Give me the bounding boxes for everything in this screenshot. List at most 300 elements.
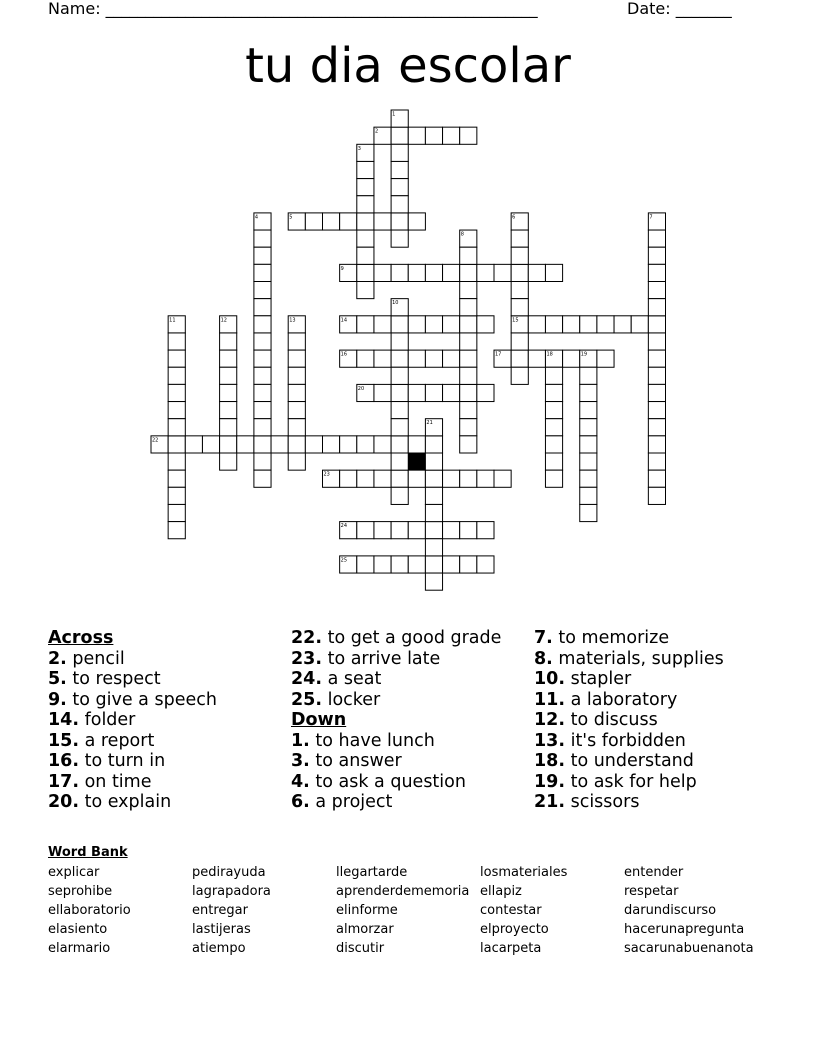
word-bank-word: elinforme [336,903,398,918]
clue-item [291,669,501,690]
grid-cell[interactable] [391,230,408,247]
grid-cell[interactable] [460,316,477,333]
clues-middle-column [291,628,501,813]
clue-item [534,649,724,670]
grid-cell[interactable] [357,179,374,196]
grid-cell[interactable] [648,247,665,264]
word-bank-word: seprohibe [48,884,113,899]
grid-cell[interactable] [254,419,271,436]
clues-across-column [48,628,217,813]
grid-clue-number: 3 [357,145,361,152]
grid-cell[interactable] [648,487,665,504]
grid-cell[interactable] [648,316,665,333]
grid-cell[interactable] [323,436,340,453]
grid-cell[interactable] [425,522,442,539]
grid-cell[interactable] [460,522,477,539]
grid-cell[interactable] [220,384,237,401]
grid-cell[interactable] [220,333,237,350]
clue-text: to explain [79,792,172,812]
grid-cell[interactable] [460,556,477,573]
grid-cell[interactable] [254,264,271,281]
grid-cell[interactable] [443,470,460,487]
grid-cell[interactable] [374,316,391,333]
grid-cell[interactable] [648,470,665,487]
grid-cell[interactable] [168,504,185,521]
grid-cell[interactable] [168,419,185,436]
grid-cell[interactable] [391,470,408,487]
word-bank-word: almorzar [336,922,394,937]
grid-cell[interactable] [408,436,425,453]
grid-cell[interactable] [391,367,408,384]
grid-cell[interactable] [374,470,391,487]
clue-item [291,772,501,793]
word-bank-column [336,863,469,958]
word-bank-word: aprenderdememoria [336,884,470,899]
grid-cell[interactable] [545,316,562,333]
grid-cell[interactable] [288,333,305,350]
clue-number: 23. [291,648,323,669]
grid-cell[interactable] [357,282,374,299]
grid-cell[interactable] [425,127,442,144]
grid-cell[interactable] [425,470,442,487]
grid-cell[interactable] [580,367,597,384]
grid-cell[interactable] [288,453,305,470]
grid-cell[interactable] [168,384,185,401]
grid-cell[interactable] [391,487,408,504]
clue-number: 7. [534,628,553,648]
grid-cell[interactable] [648,453,665,470]
clue-number: 12. [534,710,566,730]
grid-cell[interactable] [580,384,597,401]
grid-cell[interactable] [425,350,442,367]
grid-cell[interactable] [477,316,494,333]
clue-number: 19. [534,771,566,792]
grid-cell[interactable] [391,453,408,470]
clue-number: 2. [48,648,67,669]
grid-cell[interactable] [254,230,271,247]
clue-number: 21. [534,792,566,812]
clue-number: 13. [534,730,566,751]
grid-cell[interactable] [425,453,442,470]
grid-cell[interactable] [443,522,460,539]
grid-cell[interactable] [391,213,408,230]
clue-item [48,690,217,711]
grid-cell[interactable] [528,350,545,367]
word-bank-column [480,863,567,958]
clue-text: to respect [66,669,161,689]
grid-cell[interactable] [408,384,425,401]
grid-cell[interactable] [357,196,374,213]
down-header: Down [291,710,347,730]
clue-item [291,649,501,670]
grid-cell[interactable] [545,264,562,281]
clue-number: 20. [48,792,80,812]
grid-cell[interactable] [443,264,460,281]
grid-cell[interactable] [648,419,665,436]
clue-text: a seat [322,669,382,689]
word-bank-word: pedirayuda [192,865,266,880]
clue-text: a laboratory [565,689,678,710]
grid-cell[interactable] [580,419,597,436]
grid-cell[interactable] [357,316,374,333]
grid-clue-number: 16 [340,351,348,358]
grid-cell[interactable] [443,556,460,573]
clue-text: to memorize [552,628,670,648]
clue-text: to have lunch [309,730,435,751]
clue-number: 8. [534,648,553,669]
grid-cell[interactable] [477,470,494,487]
grid-cell[interactable] [408,470,425,487]
grid-cell[interactable] [460,402,477,419]
grid-cell[interactable] [580,436,597,453]
word-bank-column [192,863,271,958]
grid-clue-number: 5 [289,214,293,221]
grid-cell[interactable] [545,402,562,419]
grid-cell[interactable] [288,436,305,453]
grid-clue-number: 9 [340,265,344,272]
grid-cell[interactable] [648,436,665,453]
grid-cell[interactable] [220,453,237,470]
grid-cell[interactable] [460,367,477,384]
clue-number: 16. [48,751,80,771]
grid-cell[interactable] [580,470,597,487]
grid-cell[interactable] [648,333,665,350]
clue-text: a report [79,730,155,751]
grid-cell[interactable] [391,264,408,281]
grid-cell[interactable] [237,436,254,453]
grid-cell[interactable] [545,470,562,487]
word-bank-word: atiempo [192,941,246,956]
grid-cell[interactable] [391,127,408,144]
grid-cell[interactable] [460,333,477,350]
grid-cell[interactable] [580,453,597,470]
clue-item [534,669,724,690]
grid-cell[interactable] [425,573,442,590]
grid-cell[interactable] [648,384,665,401]
grid-cell[interactable] [391,419,408,436]
page-title: tu dia escolar [245,38,571,94]
clue-number: 14. [48,710,80,730]
grid-cell[interactable] [168,367,185,384]
grid-cell[interactable] [477,522,494,539]
clue-number: 9. [48,689,67,710]
grid-cell[interactable] [494,264,511,281]
word-bank-word: darundiscurso [624,903,717,918]
grid-cell[interactable] [460,127,477,144]
clue-item [291,690,501,711]
grid-clue-number: 8 [460,231,464,238]
grid-cell[interactable] [374,522,391,539]
grid-cell[interactable] [340,213,357,230]
grid-cell[interactable] [391,402,408,419]
grid-cell[interactable] [357,556,374,573]
grid-cell[interactable] [460,436,477,453]
grid-cell[interactable] [477,384,494,401]
grid-cell[interactable] [168,470,185,487]
word-bank-word: ellapiz [480,884,522,899]
clue-number: 15. [48,730,80,751]
word-bank-word: hacerunapregunta [624,922,745,937]
grid-cell[interactable] [391,333,408,350]
grid-cell[interactable] [648,299,665,316]
grid-cell[interactable] [563,350,580,367]
clue-item [48,772,217,793]
grid-cell[interactable] [545,384,562,401]
grid-cell[interactable] [357,522,374,539]
word-bank-word: lacarpeta [480,941,542,956]
grid-cell[interactable] [357,470,374,487]
grid-cell[interactable] [374,436,391,453]
grid-cell[interactable] [374,264,391,281]
grid-cell[interactable] [580,402,597,419]
grid-cell[interactable] [460,384,477,401]
grid-cell[interactable] [545,419,562,436]
grid-cell[interactable] [357,350,374,367]
grid-cell[interactable] [511,230,528,247]
grid-cell[interactable] [254,470,271,487]
clue-item [48,751,217,772]
clue-number: 4. [291,771,310,792]
clue-number: 1. [291,730,310,751]
grid-cell[interactable] [288,402,305,419]
grid-cell[interactable] [220,402,237,419]
grid-cell[interactable] [408,556,425,573]
grid-cell[interactable] [408,213,425,230]
grid-cell[interactable] [391,350,408,367]
grid-cell[interactable] [648,264,665,281]
grid-cell[interactable] [305,436,322,453]
clues-down-column [534,628,724,813]
grid-cell[interactable] [408,522,425,539]
word-bank-word: lastijeras [192,922,251,937]
grid-clue-number: 20 [357,385,365,392]
grid-cell[interactable] [391,436,408,453]
grid-clue-number: 17 [495,351,502,358]
grid-cell[interactable] [648,402,665,419]
grid-cell[interactable] [168,487,185,504]
clue-text: folder [79,710,136,730]
clue-number: 22. [291,628,323,648]
grid-cell[interactable] [511,247,528,264]
grid-cell[interactable] [357,436,374,453]
clue-text: stapler [565,669,632,689]
grid-cell[interactable] [220,419,237,436]
grid-cell[interactable] [580,316,597,333]
grid-cell[interactable] [374,384,391,401]
grid-cell[interactable] [357,230,374,247]
grid-cell[interactable] [254,316,271,333]
grid-cell[interactable] [614,316,631,333]
grid-cell[interactable] [323,213,340,230]
grid-cell[interactable] [220,350,237,367]
grid-cell[interactable] [391,316,408,333]
clue-text: to get a good grade [322,628,502,648]
grid-cell[interactable] [408,350,425,367]
grid-cell[interactable] [511,299,528,316]
grid-clue-number: 23 [323,471,330,478]
grid-cell[interactable] [631,316,648,333]
grid-cell[interactable] [254,384,271,401]
clue-item [534,690,724,711]
grid-clue-number: 11 [169,317,176,324]
grid-cell[interactable] [391,179,408,196]
word-bank-word: explicar [48,865,100,880]
grid-cell[interactable] [202,436,219,453]
grid-cell[interactable] [648,350,665,367]
grid-cell[interactable] [288,350,305,367]
clue-text: to arrive late [322,648,441,669]
grid-cell[interactable] [288,419,305,436]
grid-cell[interactable] [391,196,408,213]
grid-cell[interactable] [563,316,580,333]
word-bank-word: respetar [624,884,679,899]
grid-cell[interactable] [408,127,425,144]
grid-clue-number: 12 [220,317,227,324]
clue-text: scissors [565,792,640,812]
grid-cell[interactable] [254,436,271,453]
grid-cell[interactable] [425,384,442,401]
grid-cell[interactable] [460,470,477,487]
grid-cell[interactable] [288,384,305,401]
grid-cell[interactable] [425,487,442,504]
grid-cell[interactable] [425,264,442,281]
clue-text: it's forbidden [565,730,686,751]
clue-text: to discuss [565,710,658,730]
grid-cell[interactable] [511,333,528,350]
clue-item [291,792,501,813]
clue-number: 3. [291,751,310,771]
grid-clue-number: 22 [152,437,159,444]
clue-text: pencil [66,648,125,669]
grid-cell[interactable] [340,470,357,487]
grid-clue-number: 21 [426,420,433,427]
grid-cell[interactable] [254,282,271,299]
grid-cell[interactable] [168,436,185,453]
grid-cell[interactable] [460,282,477,299]
grid-cell[interactable] [305,213,322,230]
grid-cell[interactable] [168,402,185,419]
word-bank-word: entender [624,865,684,880]
grid-cell[interactable] [648,230,665,247]
grid-cell[interactable] [374,556,391,573]
grid-cell[interactable] [545,436,562,453]
grid-cell[interactable] [288,367,305,384]
grid-cell[interactable] [391,144,408,161]
grid-cell[interactable] [168,522,185,539]
grid-cell[interactable] [511,367,528,384]
grid-cell[interactable] [580,504,597,521]
grid-cell[interactable] [408,264,425,281]
grid-cell[interactable] [460,247,477,264]
grid-cell[interactable] [391,384,408,401]
grid-clue-number: 2 [374,128,379,135]
grid-cell[interactable] [391,556,408,573]
word-bank-title: Word Bank [48,845,128,860]
grid-cell[interactable] [357,264,374,281]
grid-cell[interactable] [220,436,237,453]
grid-cell[interactable] [185,436,202,453]
grid-cell[interactable] [511,282,528,299]
clue-item [48,669,217,690]
grid-cell[interactable] [391,522,408,539]
grid-cell[interactable] [254,247,271,264]
word-bank-word: discutir [336,941,385,956]
grid-cell[interactable] [220,367,237,384]
grid-cell[interactable] [580,487,597,504]
grid-cell[interactable] [357,247,374,264]
grid-cell[interactable] [511,350,528,367]
grid-cell[interactable] [460,299,477,316]
grid-clue-number: 6 [512,214,516,221]
grid-cell[interactable] [425,436,442,453]
grid-cell[interactable] [254,453,271,470]
grid-cell[interactable] [528,316,545,333]
grid-cell[interactable] [340,436,357,453]
grid-cell[interactable] [545,453,562,470]
clue-item [48,731,217,752]
grid-cell[interactable] [425,539,442,556]
grid-cell[interactable] [425,316,442,333]
clue-text: a project [309,792,393,812]
grid-cell[interactable] [477,556,494,573]
grid-cell[interactable] [648,282,665,299]
grid-cell[interactable] [254,367,271,384]
grid-cell[interactable] [597,316,614,333]
grid-cell[interactable] [254,402,271,419]
grid-cell[interactable] [443,316,460,333]
grid-cell[interactable] [443,350,460,367]
grid-cell[interactable] [357,213,374,230]
clue-text: to ask for help [565,771,697,792]
clue-item [291,751,501,772]
grid-cell[interactable] [168,453,185,470]
grid-cell[interactable] [597,350,614,367]
grid-cell[interactable] [460,419,477,436]
grid-cell[interactable] [168,350,185,367]
grid-cell[interactable] [408,316,425,333]
name-field-label: Name: ______________________________________________________ [48,0,538,18]
grid-cell[interactable] [460,350,477,367]
grid-cell[interactable] [271,436,288,453]
grid-cell[interactable] [425,556,442,573]
clue-number: 17. [48,771,80,792]
grid-cell[interactable] [357,161,374,178]
grid-cell[interactable] [511,264,528,281]
grid-cell[interactable] [477,264,494,281]
word-bank-word: sacarunabuenanota [624,941,754,956]
clue-number: 10. [534,669,566,689]
grid-cell[interactable] [494,470,511,487]
grid-cell[interactable] [443,384,460,401]
grid-cell[interactable] [443,127,460,144]
grid-cell[interactable] [374,213,391,230]
grid-cell[interactable] [648,367,665,384]
clue-text: materials, supplies [552,648,724,669]
grid-cell[interactable] [460,264,477,281]
grid-cell[interactable] [391,161,408,178]
clue-item [48,792,217,813]
grid-cell[interactable] [254,350,271,367]
grid-cell[interactable] [374,350,391,367]
grid-cell[interactable] [528,264,545,281]
grid-cell[interactable] [168,333,185,350]
grid-clue-number: 1 [392,111,396,118]
grid-cell[interactable] [425,504,442,521]
grid-cell[interactable] [545,367,562,384]
grid-cell[interactable] [254,333,271,350]
clue-text: locker [322,689,381,710]
grid-cell[interactable] [254,299,271,316]
